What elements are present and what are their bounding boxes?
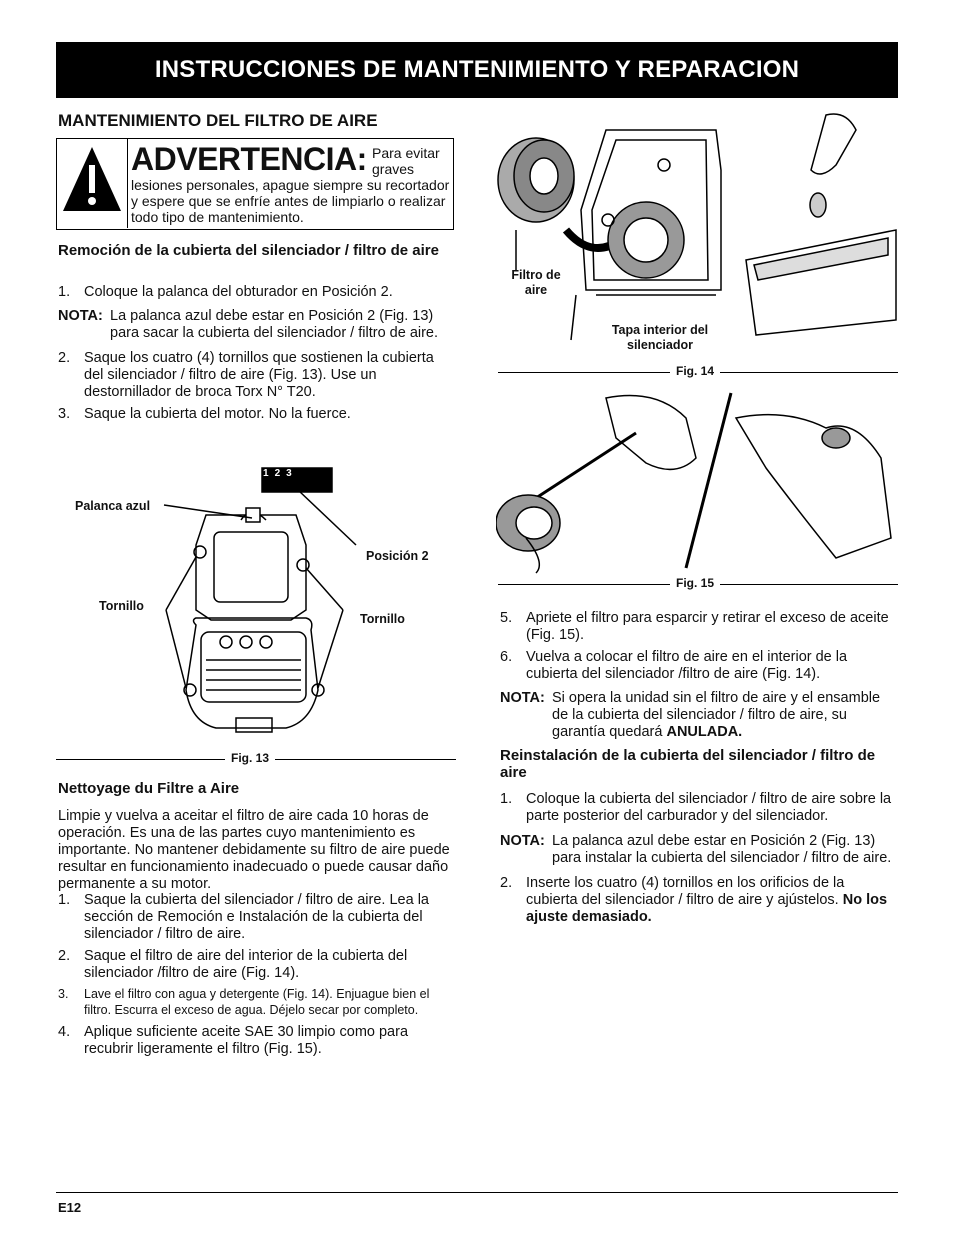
page-banner: INSTRUCCIONES DE MANTENIMIENTO Y REPARACION: [56, 42, 898, 98]
list-item: 5. Apriete el filtro para esparcir y retirar el exceso de aceite (Fig. 15).: [500, 610, 889, 643]
warning-triangle-icon: [57, 139, 128, 228]
footer-rule: [56, 1192, 898, 1193]
cleaning-list: [58, 892, 453, 1058]
reinstall-list: [500, 791, 895, 926]
fig13-screw-right-label: Tornillo: [360, 612, 405, 626]
list-item: 3. Saque la cubierta del motor. No la fuerce.: [58, 406, 351, 422]
fig14-filter-label: Filtro de aire: [511, 268, 561, 297]
list-item: 2. Saque el filtro de aire del interior de la cubierta del silenciador /filtro de aire (Fig. 14).: [58, 948, 408, 981]
reinstall-note: NOTA: La palanca azul debe estar en Posición 2 (Fig. 13) para instalar la cubierta del silenciador / filtro de aire.: [500, 833, 892, 866]
warning-box: [56, 138, 454, 230]
warning-title: ADVERTENCIA:: [131, 141, 367, 177]
right-list: [500, 610, 895, 741]
fig14-caption: Fig. 14: [670, 364, 720, 378]
list-item: 1. Coloque la palanca del obturador en Posición 2.: [58, 284, 393, 300]
removal-note: NOTA: La palanca azul debe estar en Posición 2 (Fig. 13) para sacar la cubierta del silenciador / filtro de aire.: [58, 308, 439, 341]
list-item: 2. Inserte los cuatro (4) tornillos en los orificios de la cubierta del silenciador / filtro de aire y ajústelos. No los ajuste demasiado.: [500, 875, 888, 925]
warning-body: lesiones personales, apague siempre su recortador y espere que se enfríe antes de limpiarlo o realizar todo tipo de mantenimiento.: [131, 177, 450, 225]
removal-list: [58, 284, 453, 423]
fig14-cover-label: Tapa interior del silenciador: [611, 323, 709, 352]
cleaning-title: Nettoyage du Filtre a Aire: [58, 780, 240, 797]
right-note: NOTA: Si opera la unidad sin el filtro de aire y el ensamble de la cubierta del silenciador / filtro de aire, su garantía quedará ANULADA.: [500, 690, 881, 740]
list-item: 4. Aplique suficiente aceite SAE 30 limpio como para recubrir ligeramente el filtro (Fig. 15).: [58, 1024, 409, 1057]
reinstall-title: Reinstalación de la cubierta del silenciador / filtro de aire: [500, 747, 876, 781]
cleaning-intro: Limpie y vuelva a aceitar el filtro de aire cada 10 horas de operación. Es una de las partes cuyo mantenimiento es importante. No mantener debidamente su filtro de aire puede resultar en funcionamiento inadecuado o puede causar daño permanente a su motor.: [58, 808, 450, 892]
fig15-caption: Fig. 15: [670, 576, 720, 590]
fig15-illustration: [496, 388, 898, 578]
fig13-screw-left-label: Tornillo: [99, 599, 144, 613]
fig13-position-label: Posición 2: [366, 549, 429, 563]
list-item: 2. Saque los cuatro (4) tornillos que sostienen la cubierta del silenciador / filtro de aire (Fig. 13). Use un destornillador de broca Torx N° T20.: [58, 350, 434, 400]
page-number: E12: [58, 1200, 82, 1215]
fig13-caption: Fig. 13: [225, 751, 275, 765]
fig13-lever-label: Palanca azul: [75, 499, 151, 513]
list-item: 1. Coloque la cubierta del silenciador / filtro de aire sobre la parte posterior del carburador y del silenciador.: [500, 791, 892, 824]
list-item: 6. Vuelva a colocar el filtro de aire en el interior de la cubierta del silenciador /filtro de aire (Fig. 14).: [500, 649, 848, 682]
removal-title: Remoción de la cubierta del silenciador / filtro de aire: [58, 242, 439, 259]
list-item: 1. Saque la cubierta del silenciador / filtro de aire. Lea la sección de Remoción e Instalación de la cubierta del silenciador / filtro de aire.: [58, 892, 429, 942]
list-item: 3. Lave el filtro con agua y detergente (Fig. 14). Enjuague bien el filtro. Escurra el exceso de agua. Déjelo secar por completo.: [58, 987, 430, 1017]
section-title: MANTENIMIENTO DEL FILTRO DE AIRE: [58, 111, 378, 130]
warning-lead: Para evitar graves: [372, 145, 440, 177]
fig13-position-scale: 1 2 3: [263, 468, 292, 479]
